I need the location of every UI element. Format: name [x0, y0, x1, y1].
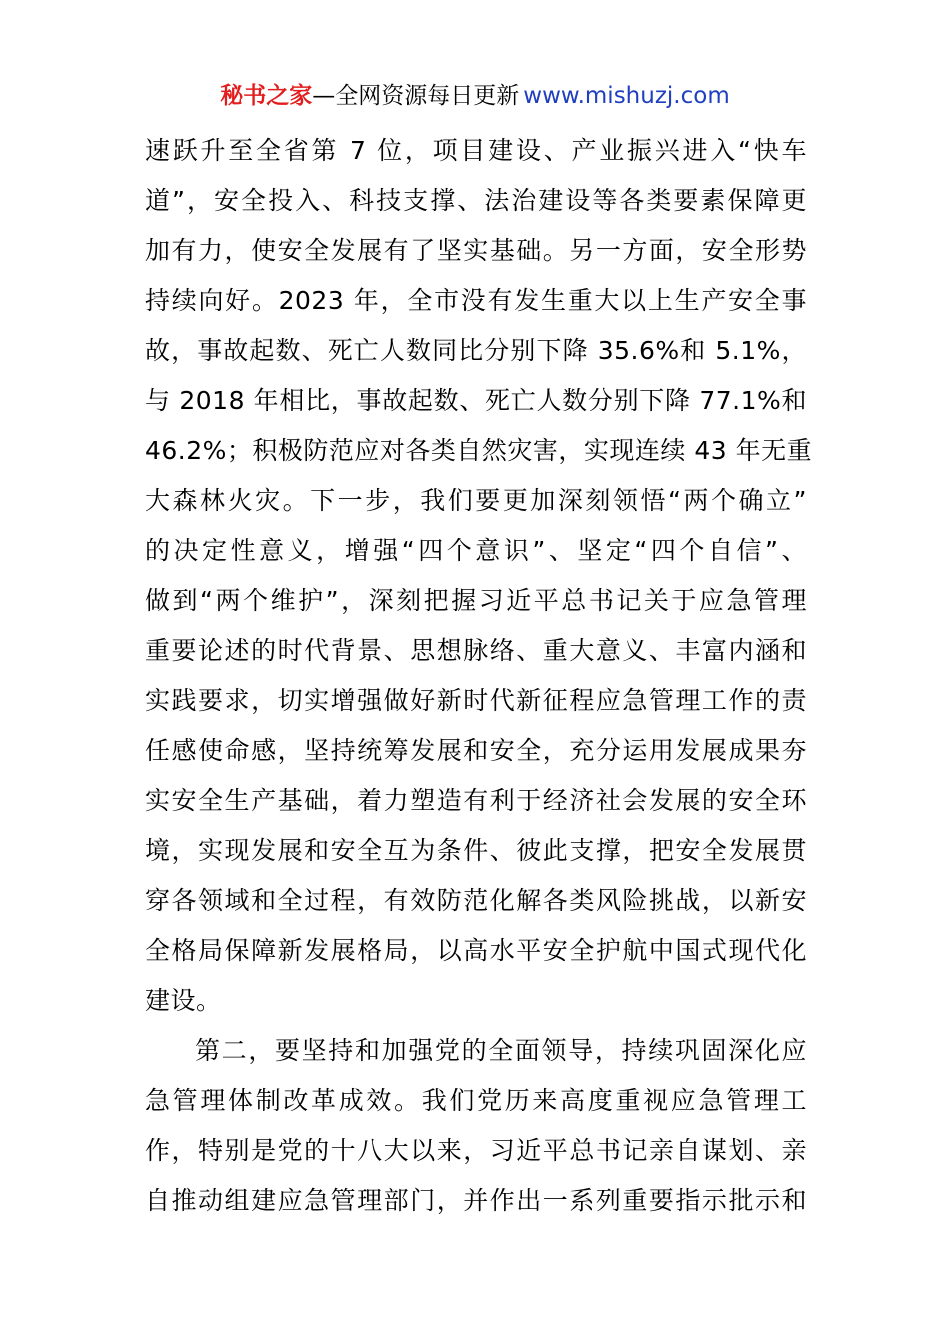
text-line: 故，事故起数、死亡人数同比分别下降 35.6%和 5.1%，	[145, 336, 807, 365]
text-line: 实践要求，切实增强做好新时代新征程应急管理工作的责	[145, 686, 807, 715]
text-line: 持续向好。2023 年，全市没有发生重大以上生产安全事	[145, 286, 807, 315]
text-line: 与 2018 年相比，事故起数、死亡人数分别下降 77.1%和	[145, 386, 807, 415]
text-line: 道”，安全投入、科技支撑、法治建设等各类要素保障更	[145, 186, 807, 215]
text-line: 46.2%；积极防范应对各类自然灾害，实现连续 43 年无重	[145, 436, 813, 465]
brand-name: 秘书之家	[220, 83, 313, 109]
text-line: 穿各领域和全过程，有效防范化解各类风险挑战，以新安	[145, 886, 807, 915]
text-line: 加有力，使安全发展有了坚实基础。另一方面，安全形势	[145, 236, 807, 265]
text-line: 的决定性意义，增强“四个意识”、坚定“四个自信”、	[145, 536, 807, 565]
text-line: 作，特别是党的十八大以来，习近平总书记亲自谋划、亲	[145, 1136, 807, 1165]
site-header	[0, 80, 950, 112]
text-line: 做到“两个维护”，深刻把握习近平总书记关于应急管理	[145, 586, 807, 615]
text-line: 速跃升至全省第 7 位，项目建设、产业振兴进入“快车	[145, 136, 807, 165]
text-line: 急管理体制改革成效。我们党历来高度重视应急管理工	[145, 1086, 807, 1115]
text-line: 重要论述的时代背景、思想脉络、重大意义、丰富内涵和	[145, 636, 807, 665]
header-tagline: —全网资源每日更新	[312, 83, 520, 109]
site-url-link[interactable]: www.mishuzj.com	[523, 83, 730, 109]
text-line: 境，实现发展和安全互为条件、彼此支撑，把安全发展贯	[145, 836, 807, 865]
text-line: 自推动组建应急管理部门，并作出一系列重要指示批示和	[145, 1186, 807, 1215]
text-line: 全格局保障新发展格局，以高水平安全护航中国式现代化	[145, 936, 807, 965]
text-line: 第二，要坚持和加强党的全面领导，持续巩固深化应	[195, 1036, 807, 1065]
text-line: 任感使命感，坚持统筹发展和安全，充分运用发展成果夯	[145, 736, 807, 765]
text-line: 实安全生产基础，着力塑造有利于经济社会发展的安全环	[145, 786, 807, 815]
text-line: 大森林火灾。下一步，我们要更加深刻领悟“两个确立”	[145, 486, 807, 515]
text-line: 建设。	[145, 986, 222, 1015]
